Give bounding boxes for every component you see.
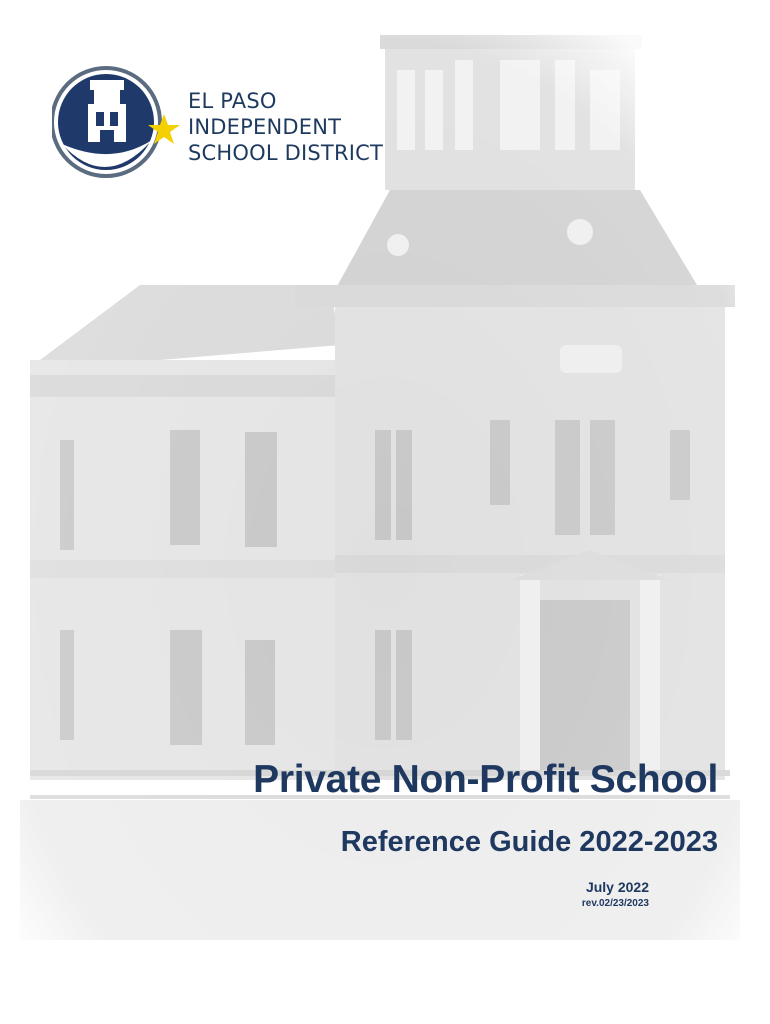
district-name-line3: SCHOOL DISTRICT (188, 141, 384, 165)
district-name-line1: EL PASO (188, 89, 277, 113)
publication-date: July 2022 (585, 879, 649, 895)
document-title: Private Non-Profit School (253, 758, 718, 801)
district-name-line2: INDEPENDENT (188, 115, 342, 139)
revision-date: rev.02/23/2023 (581, 898, 649, 909)
document-subtitle: Reference Guide 2022-2023 (340, 826, 718, 858)
district-logo-emblem (52, 62, 182, 184)
district-name (188, 88, 383, 166)
